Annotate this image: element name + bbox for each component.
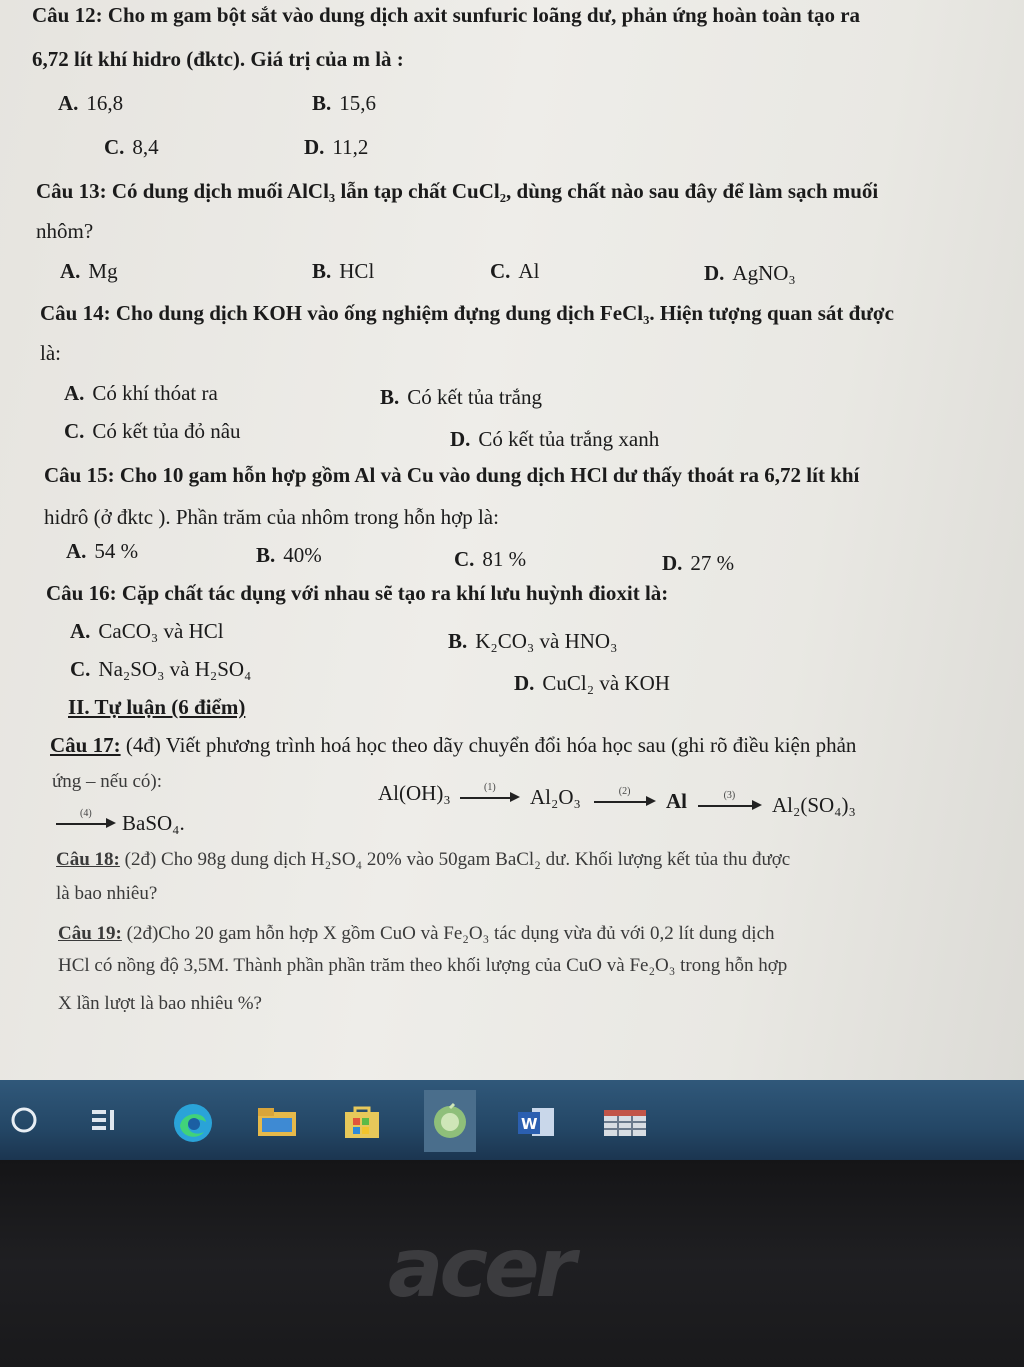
chain-species-2: Al₂O₃	[530, 785, 581, 809]
q15-option-b: B. 40%	[256, 543, 322, 567]
q16-option-a: A. CaCO₃ và HCl	[70, 619, 224, 643]
acer-logo: acer	[388, 1221, 572, 1316]
q15-line1: Câu 15: Cho 10 gam hỗn hợp gồm Al và Cu vào dung dịch HCl dư thấy thoát ra 6,72 lít khí	[44, 463, 860, 487]
task-view-icon[interactable]	[86, 1102, 126, 1142]
chain-arrow-4: (4)	[56, 816, 116, 828]
q14-line1: Câu 14: Cho dung dịch KOH vào ống nghiệm đựng dung dịch FeCl₃. Hiện tượng quan sát được	[40, 301, 894, 325]
q12-option-a: A. 16,8	[58, 91, 124, 115]
q13-line2: nhôm?	[36, 219, 94, 243]
q18-line2: là bao nhiêu?	[56, 883, 158, 904]
spreadsheet-icon[interactable]	[602, 1102, 648, 1142]
edge-icon[interactable]	[170, 1100, 216, 1146]
q16-line1: Câu 16: Cặp chất tác dụng với nhau sẽ tạo ra khí lưu huỳnh đioxit là:	[46, 581, 669, 605]
q13-option-b: B. HCl	[312, 259, 375, 283]
q19-line3: X lần lượt là bao nhiêu %?	[58, 993, 262, 1014]
app-icon[interactable]	[430, 1102, 470, 1142]
q16-option-b: B. K₂CO₃ và HNO₃	[448, 629, 618, 653]
chain-species-3: Al	[666, 789, 687, 813]
q15-option-a: A. 54 %	[66, 539, 139, 563]
chain-arrow-1: (1)	[460, 790, 520, 802]
svg-text:W: W	[521, 1115, 538, 1133]
search-circle-icon[interactable]	[6, 1102, 46, 1142]
chain-species-1: Al(OH)₃	[378, 781, 451, 805]
q13-option-d: D. AgNO₃	[704, 261, 796, 285]
q13-option-c: C. Al	[490, 259, 540, 283]
q12-line2: 6,72 lít khí hidro (đktc). Giá trị của m là :	[32, 47, 404, 71]
word-icon[interactable]	[516, 1102, 558, 1142]
q14-option-c: C. Có kết tủa đỏ nâu	[64, 419, 241, 443]
chain-arrow-2: (2)	[594, 794, 656, 806]
q16-option-c: C. Na₂SO₃ và H₂SO₄	[70, 657, 252, 681]
q19-line2: HCl có nồng độ 3,5M. Thành phần phần trăm theo khối lượng của CuO và Fe₂O₃ trong hỗn hợp	[58, 955, 788, 976]
q19-line1: Câu 19: (2đ)Cho 20 gam hỗn hợp X gồm CuO và Fe₂O₃ tác dụng vừa đủ với 0,2 lít dung dịch	[58, 923, 775, 944]
q17-line2: ứng – nếu có):	[52, 771, 163, 792]
q12-option-d: D. 11,2	[304, 135, 369, 159]
q13-option-a: A. Mg	[60, 259, 118, 283]
q12-option-b: B. 15,6	[312, 91, 377, 115]
chain-species-4: Al₂(SO₄)₃	[772, 793, 856, 817]
q17-line1: Câu 17: (4đ) Viết phương trình hoá học theo dãy chuyển đổi hóa học sau (ghi rõ điều kiện phản	[50, 733, 857, 757]
chain-arrow-3: (3)	[698, 798, 762, 810]
store-icon[interactable]	[340, 1102, 384, 1142]
q12-line1: Câu 12: Cho m gam bột sắt vào dung dịch axit sunfuric loãng dư, phản ứng hoàn toàn tạo ra	[32, 3, 861, 27]
q18-line1: Câu 18: (2đ) Cho 98g dung dịch H₂SO₄ 20% vào 50gam BaCl₂ dư. Khối lượng kết tủa thu được	[56, 849, 791, 870]
q14-line2: là:	[40, 341, 61, 365]
part2-title: II. Tự luận (6 điểm)	[68, 695, 246, 719]
q13-line1: Câu 13: Có dung dịch muối AlCl₃ lẫn tạp chất CuCl₂, dùng chất nào sau đây để làm sạch muối	[36, 179, 879, 203]
q14-option-d: D. Có kết tủa trắng xanh	[450, 427, 660, 451]
q16-option-d: D. CuCl₂ và KOH	[514, 671, 670, 695]
q15-option-c: C. 81 %	[454, 547, 527, 571]
q14-option-a: A. Có khí thóat ra	[64, 381, 218, 405]
chain-species-5: BaSO₄.	[122, 811, 185, 835]
q12-option-c: C. 8,4	[104, 135, 159, 159]
file-explorer-icon[interactable]	[254, 1102, 300, 1142]
q15-line2: hidrô (ở đktc ). Phần trăm của nhôm trong hỗn hợp là:	[44, 505, 499, 529]
taskbar	[0, 1080, 1024, 1160]
q14-option-b: B. Có kết tủa trắng	[380, 385, 542, 409]
q15-option-d: D. 27 %	[662, 551, 735, 575]
